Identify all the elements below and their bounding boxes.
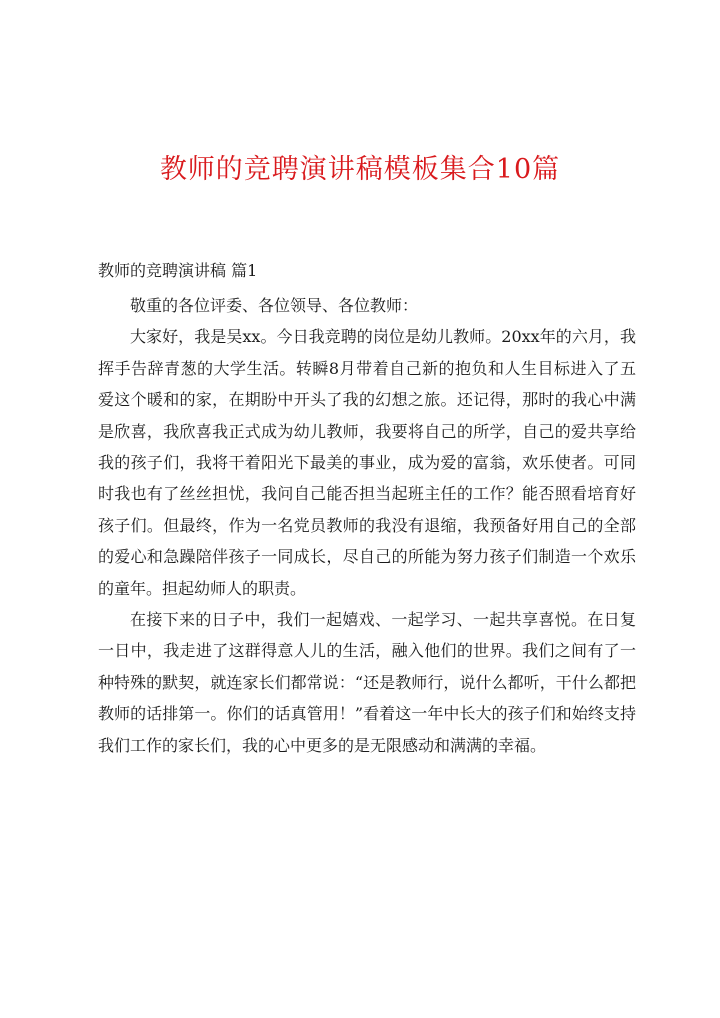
section-heading: 教师的竞聘演讲稿 篇1: [98, 261, 258, 280]
document-body: [98, 290, 636, 761]
document-title: 教师的竞聘演讲稿模板集合10篇: [159, 154, 561, 185]
paragraph-introduction: 大家好，我是吴xx。今日我竞聘的岗位是幼儿教师。20xx年的六月，我挥手告辞青葱的大学生活。转瞬8月带着自己新的抱负和人生目标进入了五爱这个暖和的家，在期盼中开头了我的幻想之旅。还记得，那时的我心中满是欣喜，我欣喜我正式成为幼儿教师，我要将自己的所学，自己的爱共享给我的孩子们，我将干着阳光下最美的事业，成为爱的富翁，欢乐使者。可同时我也有了丝丝担忧，我问自己能否担当起班主任的工作？能否照看培育好孩子们。但最终，作为一名党员教师的我没有退缩，我预备好用自己的全部的爱心和急躁陪伴孩子一同成长，尽自己的所能为努力孩子们制造一个欢乐的童年。担起幼师人的职责。: [98, 327, 636, 598]
paragraph-salutation: 敬重的各位评委、各位领导、各位教师：: [130, 296, 419, 315]
paragraph-daily-life: 在接下来的日子中，我们一起嬉戏、一起学习、一起共享喜悦。在日复一日中，我走进了这群得意人儿的生活，融入他们的世界。我们之间有了一种特殊的默契，就连家长们都常说：“还是教师行，说什么都听，干什么都把教师的话排第一。你们的话真管用！”看着这一年中长大的孩子们和始终支持我们工作的家长们，我的心中更多的是无限感动和满满的幸福。: [98, 610, 636, 755]
